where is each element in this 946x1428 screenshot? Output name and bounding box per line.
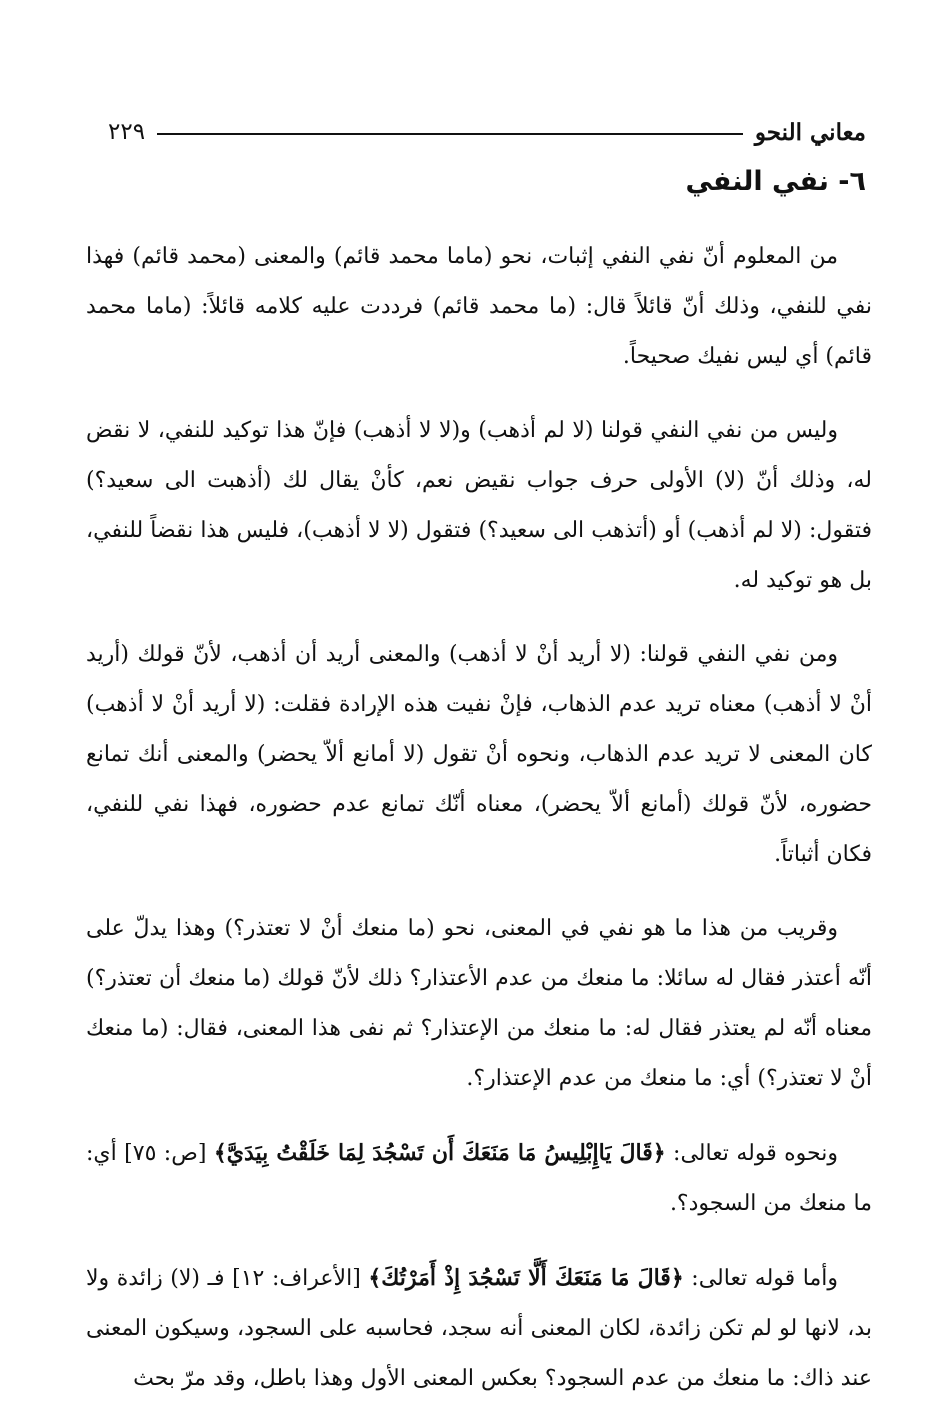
paragraph-text: [ص: ٧٥] أي: ما منعك من السجود؟. [86,1141,872,1216]
paragraph-text: وأما قوله تعالى: [683,1266,838,1291]
body-text [86,232,872,1428]
book-title: معاني النحو [754,118,866,146]
paragraph [86,232,872,382]
paragraph-text: ونحوه قوله تعالى: [665,1141,838,1166]
paragraph-text: [الأعراف: ١٢] فـ (لا) زائدة ولا بد، لانها لو لم تكن زائدة، لكان المعنى أنه سجد، فحاسبه على السجود، وسيكون المعنى عند ذاك: ما منعك من عدم السجود؟ بعكس المعنى الأول وهذا باطل، وقد مرّ بحث [86,1266,872,1391]
paragraph-text: وقريب من هذا ما هو نفي في المعنى، نحو (ما منعك أنْ لا تعتذر؟) وهذا يدلّ على أنّه أعتذر فقال له سائلا: ما منعك من عدم الأعتذار؟ ذلك لأنّ قولك (ما منعك أن تعتذر؟) معناه أنّه لم يعتذر فقال له: ما منعك من الإعتذار؟ ثم نفى هذا المعنى، فقال: (ما منعك أنْ لا تعتذر؟) أي: ما منعك من عدم الإعتذار؟. [86,916,872,1091]
paragraph [86,904,872,1104]
running-header [108,112,866,152]
header-rule [157,133,743,135]
section-heading: ٦- نفي النفي [685,166,866,197]
page-number: ٢٢٩ [108,119,146,145]
quran-verse: ﴿قَالَ مَا مَنَعَكَ أَلَّا تَسْجُدَ إِذْ أَمَرْتُكَ﴾ [368,1265,684,1291]
paragraph [86,406,872,606]
paragraph-text: ومن نفي النفي قولنا: (لا أريد أنْ لا أذهب) والمعنى أريد أن أذهب، لأنّ قولك (أريد أنْ لا أذهب) معناه تريد عدم الذهاب، فإنْ نفيت هذه الإرادة فقلت: (لا أريد أنْ لا أذهب) كان المعنى لا تريد عدم الذهاب، ونحوه أنْ تقول (لا أمانع ألاّ يحضر) والمعنى أنك تمانع حضوره، لأنّ قولك (أمانع ألاّ يحضر)، معناه أنّك تمانع عدم حضوره، فهذا نفي للنفي، فكان أثباتاً. [86,642,872,867]
paragraph [86,630,872,880]
paragraph [86,1128,872,1229]
paragraph [86,1253,872,1404]
paragraph-text: من المعلوم أنّ نفي النفي إثبات، نحو (ماما محمد قائم) والمعنى (محمد قائم) فهذا نفي للنفي، وذلك أنّ قائلاً قال: (ما محمد قائم) فرددت عليه كلامه قائلاً: (ماما محمد قائم) أي ليس نفيك صحيحاً. [86,244,872,369]
quran-verse: ﴿قَالَ يَاإِبْلِيسُ مَا مَنَعَكَ أَن تَسْجُدَ لِمَا خَلَقْتُ بِيَدَيَّ﴾ [213,1140,666,1166]
paragraph-text: وليس من نفي النفي قولنا (لا لم أذهب) و(لا لا أذهب) فإنّ هذا توكيد للنفي، لا نقض له، وذلك أنّ (لا) الأولى حرف جواب نقيض نعم، كأنْ يقال لك (أذهبت الى سعيد؟) فتقول: (لا لم أذهب) أو (أتذهب الى سعيد؟) فتقول (لا لا أذهب)، فليس هذا نقضاً للنفي، بل هو توكيد له. [86,418,872,593]
